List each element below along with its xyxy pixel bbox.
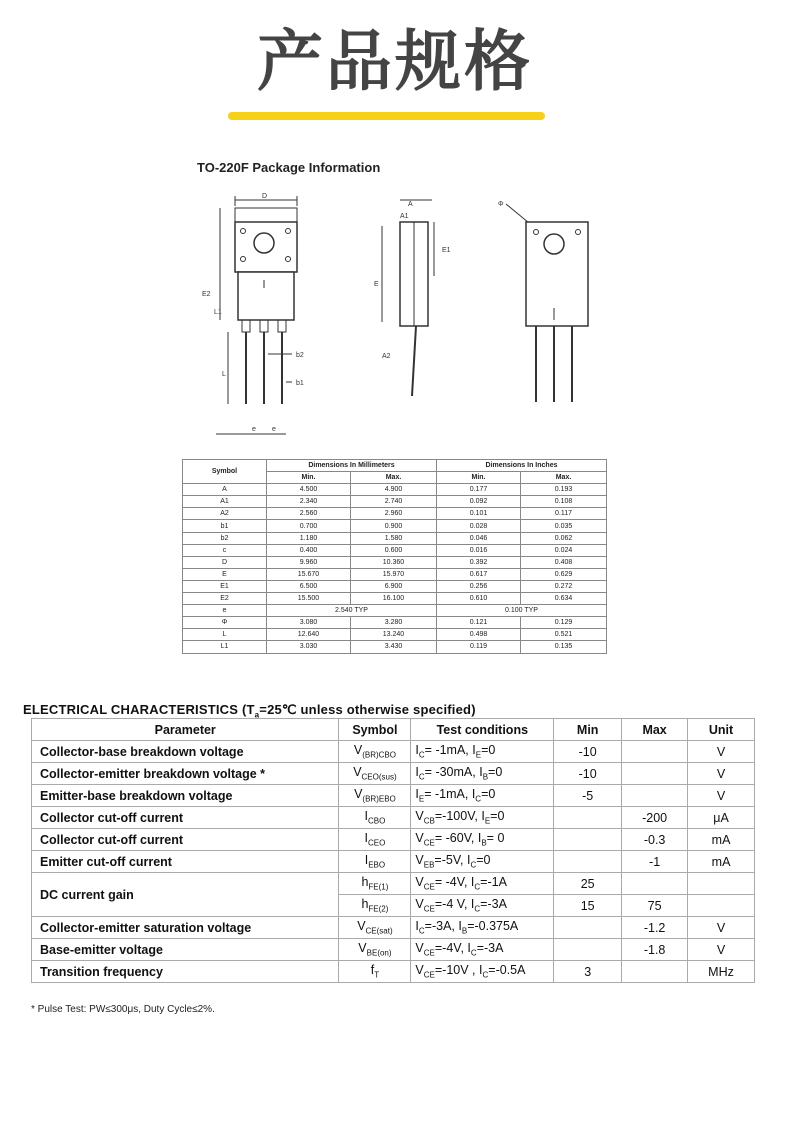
dim-cell: 0.117 — [521, 508, 607, 520]
dim-cell: 4.900 — [351, 484, 437, 496]
label-D: D — [262, 193, 268, 200]
ec-min: 3 — [554, 961, 622, 983]
ec-parameter: Base-emitter voltage — [32, 939, 339, 961]
dim-cell: 0.108 — [521, 496, 607, 508]
ec-symbol: $V_{(BR)EBO}$ — [339, 785, 411, 807]
dim-mm-min-header: Min. — [267, 472, 351, 484]
dim-in-min-header: Min. — [437, 472, 521, 484]
ec-parameter: Collector-emitter saturation voltage — [32, 917, 339, 939]
dim-in-max-header: Max. — [521, 472, 607, 484]
ec-unit: V — [688, 741, 755, 763]
dim-cell: 0.408 — [521, 556, 607, 568]
dim-cell: 0.035 — [521, 520, 607, 532]
ec-row — [32, 829, 755, 851]
dim-body — [183, 484, 607, 653]
ec-symbol: $I_{EBO}$ — [339, 851, 411, 873]
ec-symbol: $I_{CBO}$ — [339, 807, 411, 829]
dim-symbol-header: Symbol — [183, 460, 267, 484]
dim-row — [183, 556, 607, 568]
dim-cell: 0.135 — [521, 641, 607, 653]
ec-min: -10 — [554, 763, 622, 785]
ec-unit — [688, 895, 755, 917]
ec-header-symbol: Symbol — [339, 719, 411, 741]
label-phi: Φ — [498, 201, 504, 208]
dim-header-row — [183, 460, 607, 472]
label-e2: e — [272, 426, 276, 433]
ec-conditions: $V_{CE}= -4V$, $I_C=-1A$ — [411, 873, 554, 895]
dim-row — [183, 629, 607, 641]
ec-max — [622, 873, 688, 895]
dim-cell: 0.101 — [437, 508, 521, 520]
label-L1: L1 — [214, 309, 222, 316]
ec-title-sub: a — [254, 710, 260, 720]
ec-min: -5 — [554, 785, 622, 807]
dim-cell: 0.617 — [437, 568, 521, 580]
dim-cell: 2.560 — [267, 508, 351, 520]
label-b2: b2 — [296, 352, 304, 359]
ec-conditions: $V_{CB}=-100V$, $I_E=0$ — [411, 807, 554, 829]
ec-symbol: $V_{CEO(sus)}$ — [339, 763, 411, 785]
dim-cell: 10.360 — [351, 556, 437, 568]
package-drawing — [180, 186, 610, 442]
ec-conditions: $V_{CE}=-10V$ , $I_C=-0.5A$ — [411, 961, 554, 983]
ec-min — [554, 829, 622, 851]
ec-unit: μA — [688, 807, 755, 829]
dim-cell: Φ — [183, 617, 267, 629]
ec-min — [554, 851, 622, 873]
label-E1: E1 — [442, 247, 451, 254]
dim-cell: 0.610 — [437, 593, 521, 605]
ec-unit — [688, 873, 755, 895]
pulse-test-note: * Pulse Test: PW≤300μs, Duty Cycle≤2%. — [31, 1004, 215, 1015]
ec-symbol: $h_{FE(1)}$ — [339, 873, 411, 895]
ec-conditions: $I_C= -30mA$, $I_B=0$ — [411, 763, 554, 785]
ec-max — [622, 763, 688, 785]
dim-cell: 0.193 — [521, 484, 607, 496]
dim-mm-max-header: Max. — [351, 472, 437, 484]
ec-unit: MHz — [688, 961, 755, 983]
dim-cell: L1 — [183, 641, 267, 653]
dim-row — [183, 544, 607, 556]
ec-min — [554, 807, 622, 829]
dim-cell: A2 — [183, 508, 267, 520]
dim-cell: b1 — [183, 520, 267, 532]
front-view — [202, 193, 304, 434]
ec-conditions: $I_C=-3A$, $I_B=-0.375A$ — [411, 917, 554, 939]
dim-cell: 0.119 — [437, 641, 521, 653]
ec-parameter: Collector cut-off current — [32, 807, 339, 829]
ec-row — [32, 763, 755, 785]
dim-cell: 6.900 — [351, 580, 437, 592]
dim-cell: 9.960 — [267, 556, 351, 568]
ec-conditions: $V_{EB}=-5V$, $I_C=0$ — [411, 851, 554, 873]
label-A: A — [408, 201, 413, 208]
dim-cell: 2.960 — [351, 508, 437, 520]
dim-cell: 0.062 — [521, 532, 607, 544]
dim-cell: 0.256 — [437, 580, 521, 592]
ec-min: 25 — [554, 873, 622, 895]
ec-parameter: Emitter-base breakdown voltage — [32, 785, 339, 807]
package-title: TO-220F Package Information — [197, 160, 381, 175]
dim-cell: 15.500 — [267, 593, 351, 605]
label-E2: E2 — [202, 291, 211, 298]
dim-row — [183, 520, 607, 532]
ec-parameter: DC current gain — [32, 873, 339, 917]
dim-cell: 0.392 — [437, 556, 521, 568]
ec-conditions: $I_E= -1mA$, $I_C=0$ — [411, 785, 554, 807]
dim-cell: E2 — [183, 593, 267, 605]
ec-min — [554, 939, 622, 961]
title-underline — [228, 112, 545, 120]
dim-cell: 16.100 — [351, 593, 437, 605]
dim-cell: A1 — [183, 496, 267, 508]
ec-conditions: $V_{CE}=-4V$, $I_C=-3A$ — [411, 939, 554, 961]
ec-symbol: $V_{(BR)CBO}$ — [339, 741, 411, 763]
dim-cell: 4.500 — [267, 484, 351, 496]
ec-row — [32, 807, 755, 829]
label-e1: e — [252, 426, 256, 433]
ec-max — [622, 785, 688, 807]
ec-max: -1 — [622, 851, 688, 873]
dim-cell: b2 — [183, 532, 267, 544]
dim-row — [183, 496, 607, 508]
dim-in-header: Dimensions In Inches — [437, 460, 607, 472]
dim-cell: 0.498 — [437, 629, 521, 641]
ec-max — [622, 741, 688, 763]
ec-max: -200 — [622, 807, 688, 829]
side-view — [374, 200, 451, 396]
ec-row — [32, 961, 755, 983]
ec-conditions: $V_{CE}= -60V$, $I_B= 0$ — [411, 829, 554, 851]
dim-cell: L — [183, 629, 267, 641]
ec-max: -1.2 — [622, 917, 688, 939]
ec-min: 15 — [554, 895, 622, 917]
dim-row — [183, 508, 607, 520]
ec-unit: mA — [688, 829, 755, 851]
dim-cell: 3.430 — [351, 641, 437, 653]
ec-unit: mA — [688, 851, 755, 873]
ec-parameter: Collector-emitter breakdown voltage * — [32, 763, 339, 785]
back-view — [498, 201, 588, 402]
ec-parameter: Collector-base breakdown voltage — [32, 741, 339, 763]
dim-cell: 0.046 — [437, 532, 521, 544]
dim-cell: e — [183, 605, 267, 617]
ec-row — [32, 785, 755, 807]
dim-cell: 3.030 — [267, 641, 351, 653]
ec-header-unit: Unit — [688, 719, 755, 741]
ec-parameter: Collector cut-off current — [32, 829, 339, 851]
label-A1: A1 — [400, 213, 409, 220]
dim-cell: 0.521 — [521, 629, 607, 641]
ec-header-conditions: Test conditions — [411, 719, 554, 741]
ec-symbol: $h_{FE(2)}$ — [339, 895, 411, 917]
dim-cell: 0.900 — [351, 520, 437, 532]
dim-row — [183, 568, 607, 580]
dim-row — [183, 617, 607, 629]
dim-cell: 0.092 — [437, 496, 521, 508]
ec-parameter: Emitter cut-off current — [32, 851, 339, 873]
ec-row — [32, 741, 755, 763]
ec-symbol: $V_{BE(on)}$ — [339, 939, 411, 961]
ec-unit: V — [688, 763, 755, 785]
electrical-title — [23, 702, 476, 720]
dim-cell: 15.970 — [351, 568, 437, 580]
dim-cell: 1.580 — [351, 532, 437, 544]
dim-cell: E — [183, 568, 267, 580]
dim-cell: 0.600 — [351, 544, 437, 556]
dim-cell: 6.500 — [267, 580, 351, 592]
dim-cell: 0.400 — [267, 544, 351, 556]
dim-cell: 3.280 — [351, 617, 437, 629]
dim-cell: 2.540 TYP — [267, 605, 437, 617]
label-E: E — [374, 281, 379, 288]
dim-cell: 0.121 — [437, 617, 521, 629]
ec-max: -0.3 — [622, 829, 688, 851]
dim-cell: 12.640 — [267, 629, 351, 641]
electrical-table — [31, 718, 755, 983]
ec-symbol: $f_T$ — [339, 961, 411, 983]
dim-row — [183, 605, 607, 617]
dim-cell: 0.634 — [521, 593, 607, 605]
dim-row — [183, 580, 607, 592]
label-L: L — [222, 371, 226, 378]
dim-row — [183, 484, 607, 496]
dim-cell: 3.080 — [267, 617, 351, 629]
ec-header-parameter: Parameter — [32, 719, 339, 741]
dim-cell: 0.700 — [267, 520, 351, 532]
dim-cell: 15.670 — [267, 568, 351, 580]
ec-unit: V — [688, 785, 755, 807]
dim-cell: E1 — [183, 580, 267, 592]
ec-symbol: $V_{CE(sat)}$ — [339, 917, 411, 939]
ec-unit: V — [688, 917, 755, 939]
ec-conditions: $I_C= -1mA$, $I_E=0$ — [411, 741, 554, 763]
ec-header-min: Min — [554, 719, 622, 741]
dim-cell: 1.180 — [267, 532, 351, 544]
dim-cell: D — [183, 556, 267, 568]
dim-cell: A — [183, 484, 267, 496]
ec-parameter: Transition frequency — [32, 961, 339, 983]
ec-symbol: $I_{CEO}$ — [339, 829, 411, 851]
ec-max — [622, 961, 688, 983]
dim-cell: 0.028 — [437, 520, 521, 532]
dim-cell: 0.024 — [521, 544, 607, 556]
ec-max: -1.8 — [622, 939, 688, 961]
ec-conditions: $V_{CE}=-4$ V, $I_C=-3A$ — [411, 895, 554, 917]
ec-row — [32, 851, 755, 873]
dim-cell: 13.240 — [351, 629, 437, 641]
ec-header-row — [32, 719, 755, 741]
dim-cell: 0.016 — [437, 544, 521, 556]
dim-row — [183, 593, 607, 605]
dim-row — [183, 532, 607, 544]
dim-cell: c — [183, 544, 267, 556]
ec-row — [32, 917, 755, 939]
ec-min: -10 — [554, 741, 622, 763]
ec-row — [32, 939, 755, 961]
label-A2: A2 — [382, 353, 391, 360]
dimensions-table — [182, 459, 607, 654]
dim-cell: 2.740 — [351, 496, 437, 508]
ec-header-max: Max — [622, 719, 688, 741]
ec-title-post: =25℃ unless otherwise specified) — [259, 702, 476, 717]
page-title: 产品规格 — [257, 23, 533, 100]
dim-cell: 0.129 — [521, 617, 607, 629]
label-b1: b1 — [296, 380, 304, 387]
dim-cell: 0.177 — [437, 484, 521, 496]
dim-cell: 2.340 — [267, 496, 351, 508]
dim-cell: 0.100 TYP — [437, 605, 607, 617]
ec-max: 75 — [622, 895, 688, 917]
dim-row — [183, 641, 607, 653]
dim-cell: 0.272 — [521, 580, 607, 592]
dim-mm-header: Dimensions In Millimeters — [267, 460, 437, 472]
ec-body — [32, 741, 755, 983]
ec-unit: V — [688, 939, 755, 961]
dim-cell: 0.629 — [521, 568, 607, 580]
ec-row — [32, 873, 755, 895]
ec-min — [554, 917, 622, 939]
ec-title-pre: ELECTRICAL CHARACTERISTICS (T — [23, 702, 255, 717]
